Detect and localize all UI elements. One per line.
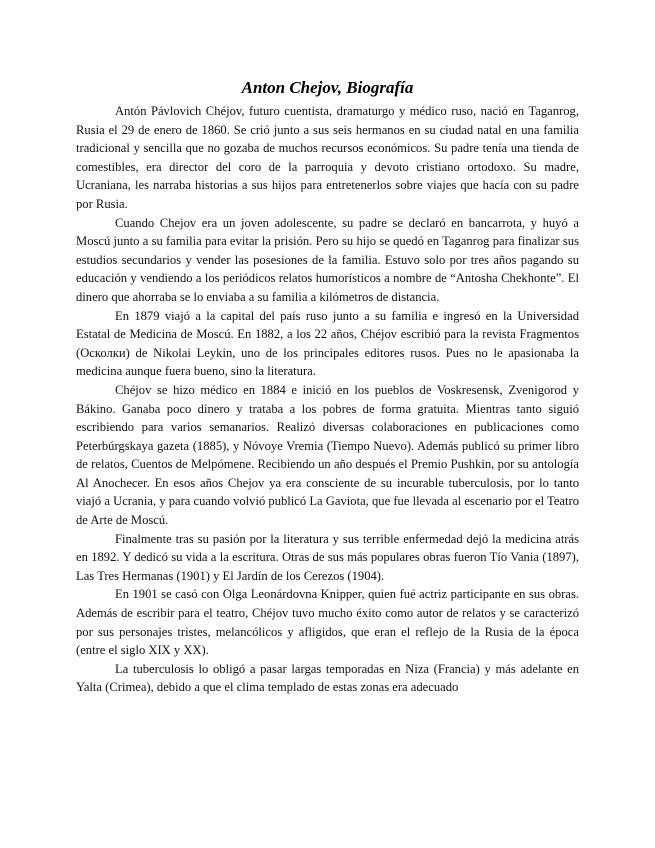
- document-body: [76, 102, 579, 697]
- paragraph-medical-career: Chéjov se hizo médico en 1884 e inició en los pueblos de Voskresensk, Zvenigorod y Bákino. Ganaba poco dinero y trataba a los pobres de forma gratuita. Mientras tanto siguió escribiendo para varios semanarios. Realizó diversas colaboraciones en publicaciones como Peterbúrgskaya gazeta (1885), y Nóvoye Vremia (Tiempo Nuevo). Además publicó su primer libro de relatos, Cuentos de Melpómene. Recibiendo un año después el Premio Pushkin, por su antología Al Anochecer. En esos años Chejov ya era consciente de su incurable tuberculosis, por lo tanto viajó a Ucrania, y para cuando volvió publicó La Gaviota, que fue llevada al escenario por el Teatro de Arte de Moscú.: [76, 382, 579, 528]
- paragraph-adolescence: Cuando Chejov era un joven adolescente, su padre se declaró en bancarrota, y huyó a Moscú junto a su familia para evitar la prisión. Pero su hijo se quedó en Taganrog para finalizar sus estudios secundarios y vender las posesiones de la familia. Estuvo solo por tres años pagando su educación y vendiendo a los periódicos relatos humorísticos a nombre de “Antosha Chekhonte”. El dinero que ahorraba se lo enviaba a su familia a kilómetros de distancia.: [76, 215, 579, 304]
- paragraph-marriage: En 1901 se casó con Olga Leonárdovna Knipper, quien fué actriz participante en sus obras. Además de escribir para el teatro, Chéjov tuvo mucho éxito como autor de relatos y se caracterizó por sus personajes tristes, melancólicos y afligidos, que eran el reflejo de la Rusia de la época (entre el siglo XIX y XX).: [76, 587, 579, 658]
- page-title: Anton Chejov, Biografía: [241, 78, 414, 97]
- paragraph-literature: Finalmente tras su pasión por la literatura y sus terrible enfermedad dejó la medicina atrás en 1892. Y dedicó su vida a la escritura. Otras de sus más populares obras fueron Tío Vania (1897), Las Tres Hermanas (1901) y El Jardín de los Cerezos (1904).: [76, 531, 579, 583]
- paragraph-early-life: Antón Pávlovich Chéjov, futuro cuentista, dramaturgo y médico ruso, nació en Taganrog, Rusia el 29 de enero de 1860. Se crió junto a sus seis hermanos en su ciudad natal en una familia tradicional y sencilla que no gozaba de muchos recursos económicos. Su padre tenía una tienda de comestibles, era director del coro de la parroquia y devoto cristiano ortodoxo. Su madre, Ucraniana, les narraba historias a sus hijos para entretenerlos sobre viajes que hacía con su padre por Rusia.: [76, 104, 579, 211]
- paragraph-university: En 1879 viajó a la capital del país ruso junto a su familia e ingresó en la Universidad Estatal de Medicina de Moscú. En 1882, a los 22 años, Chéjov escribió para la revista Fragmentos (Осколки) de Nikolai Leykin, uno de los principales editores rusos. Pues no le apasionaba la medicina aunque fuera bueno, sino la literatura.: [76, 308, 579, 379]
- paragraph-tuberculosis: La tuberculosis lo obligó a pasar largas temporadas en Niza (Francia) y más adelante en Yalta (Crimea), debido a que el clima templado de estas zonas era adecuado: [76, 661, 579, 695]
